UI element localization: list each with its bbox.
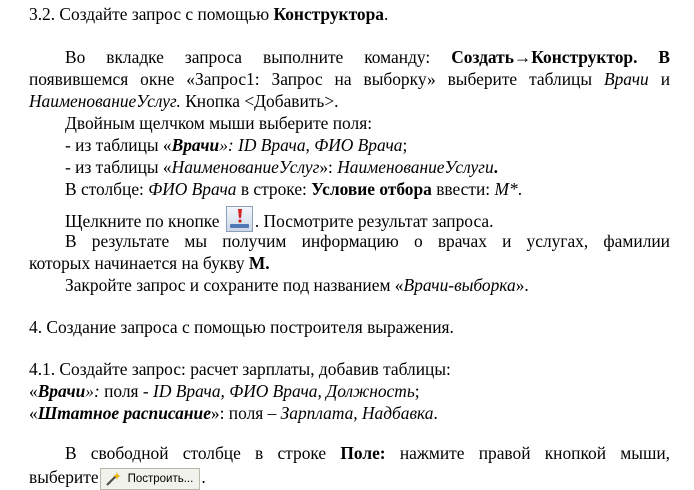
table-name: Штатное расписание xyxy=(37,403,211,423)
builder-instruction-line2 xyxy=(29,466,206,490)
row-name: Условие отбора xyxy=(311,179,432,199)
text: и xyxy=(648,69,671,89)
field-names: ID Врача, ФИО Врача, Должность xyxy=(153,381,415,401)
table-name: Врачи xyxy=(171,135,220,155)
text: В свободной столбце в строке xyxy=(65,443,341,463)
table-name: Врачи xyxy=(603,69,649,89)
text: Во вкладке запроса выполните команду: xyxy=(65,47,452,67)
text: ; xyxy=(414,381,420,401)
row-name: Поле: xyxy=(340,443,386,463)
heading-text: 3.2. Создайте запрос с помощью xyxy=(29,4,274,24)
field-names: ID Врача, ФИО Врача xyxy=(238,135,403,155)
section-3-2-heading xyxy=(29,3,388,25)
criteria-value: М* xyxy=(494,179,518,199)
text: « xyxy=(29,403,38,423)
text: « xyxy=(29,381,38,401)
text: появившемся окне «Запрос1: Запрос на выборку» выберите таблицы xyxy=(29,69,604,89)
field-names: НаименованиеУслуги xyxy=(337,157,494,177)
column-name: ФИО Врача xyxy=(148,179,237,199)
heading-end: . xyxy=(383,4,389,24)
result-paragraph-line1 xyxy=(29,230,670,252)
list-item xyxy=(65,156,498,178)
text: . xyxy=(493,157,499,177)
field-names: Зарплата, Надбавка xyxy=(280,403,434,423)
text: . Посмотрите результат запроса. xyxy=(254,211,494,231)
list-item xyxy=(29,402,438,424)
text: »: xyxy=(319,157,338,177)
text: Закройте запрос и сохраните под названием « xyxy=(65,275,404,295)
command: Создать→Конструктор. xyxy=(451,47,638,67)
table-name: НаименованиеУслуг xyxy=(171,157,320,177)
run-query-icon[interactable] xyxy=(226,206,253,232)
build-menu-item[interactable] xyxy=(100,468,201,490)
save-instruction xyxy=(65,274,529,296)
list-item xyxy=(65,134,407,156)
text: 4. Создание запроса с помощью построителя выражения. xyxy=(29,317,454,337)
letter: М. xyxy=(248,253,270,273)
fields-intro xyxy=(65,112,372,134)
paragraph-design-command-line2 xyxy=(29,68,670,90)
text: ; xyxy=(402,135,408,155)
text: Кнопка <Добавить>. xyxy=(180,91,339,111)
result-paragraph-line2 xyxy=(29,252,270,274)
paragraph-design-command-line1 xyxy=(29,46,670,68)
text: - из таблицы « xyxy=(65,157,172,177)
text: »: поля – xyxy=(210,403,281,423)
text: Щелкните по кнопке xyxy=(65,211,224,231)
section-4-heading xyxy=(29,316,454,338)
text: . xyxy=(201,467,206,487)
text: В результате мы получим информацию о врачах и услугах, фамилии xyxy=(65,231,670,251)
text: в строке: xyxy=(236,179,312,199)
text: выберите xyxy=(29,467,99,487)
table-name: Врачи xyxy=(37,381,86,401)
heading-bold: Конструктора xyxy=(273,4,384,24)
text: В столбце: xyxy=(65,179,149,199)
text: нажмите правой кнопкой мыши, xyxy=(385,443,670,463)
section-4-1-heading xyxy=(29,358,451,380)
text: »: xyxy=(219,135,239,155)
paragraph-design-command-line3 xyxy=(29,90,339,112)
query-name: Врачи-выборка xyxy=(403,275,516,295)
table-name: НаименованиеУслуг. xyxy=(29,91,181,111)
text: Двойным щелчком мыши выберите поля: xyxy=(65,113,373,133)
text: - из таблицы « xyxy=(65,135,172,155)
criteria-instruction xyxy=(65,178,522,200)
list-item xyxy=(29,380,420,402)
text: . xyxy=(517,179,523,199)
text: ». xyxy=(515,275,529,295)
run-instruction xyxy=(65,206,493,232)
text: 4.1. Создайте запрос: расчет зарплаты, добавив таблицы: xyxy=(29,359,451,379)
text: которых начинается на букву xyxy=(29,253,249,273)
build-label: Построить... xyxy=(127,473,194,485)
text: поля - xyxy=(104,381,154,401)
text: ввести: xyxy=(431,179,495,199)
text: »: xyxy=(85,381,105,401)
text: . xyxy=(433,403,438,423)
builder-instruction-line1 xyxy=(29,442,670,464)
text: В xyxy=(637,47,670,67)
